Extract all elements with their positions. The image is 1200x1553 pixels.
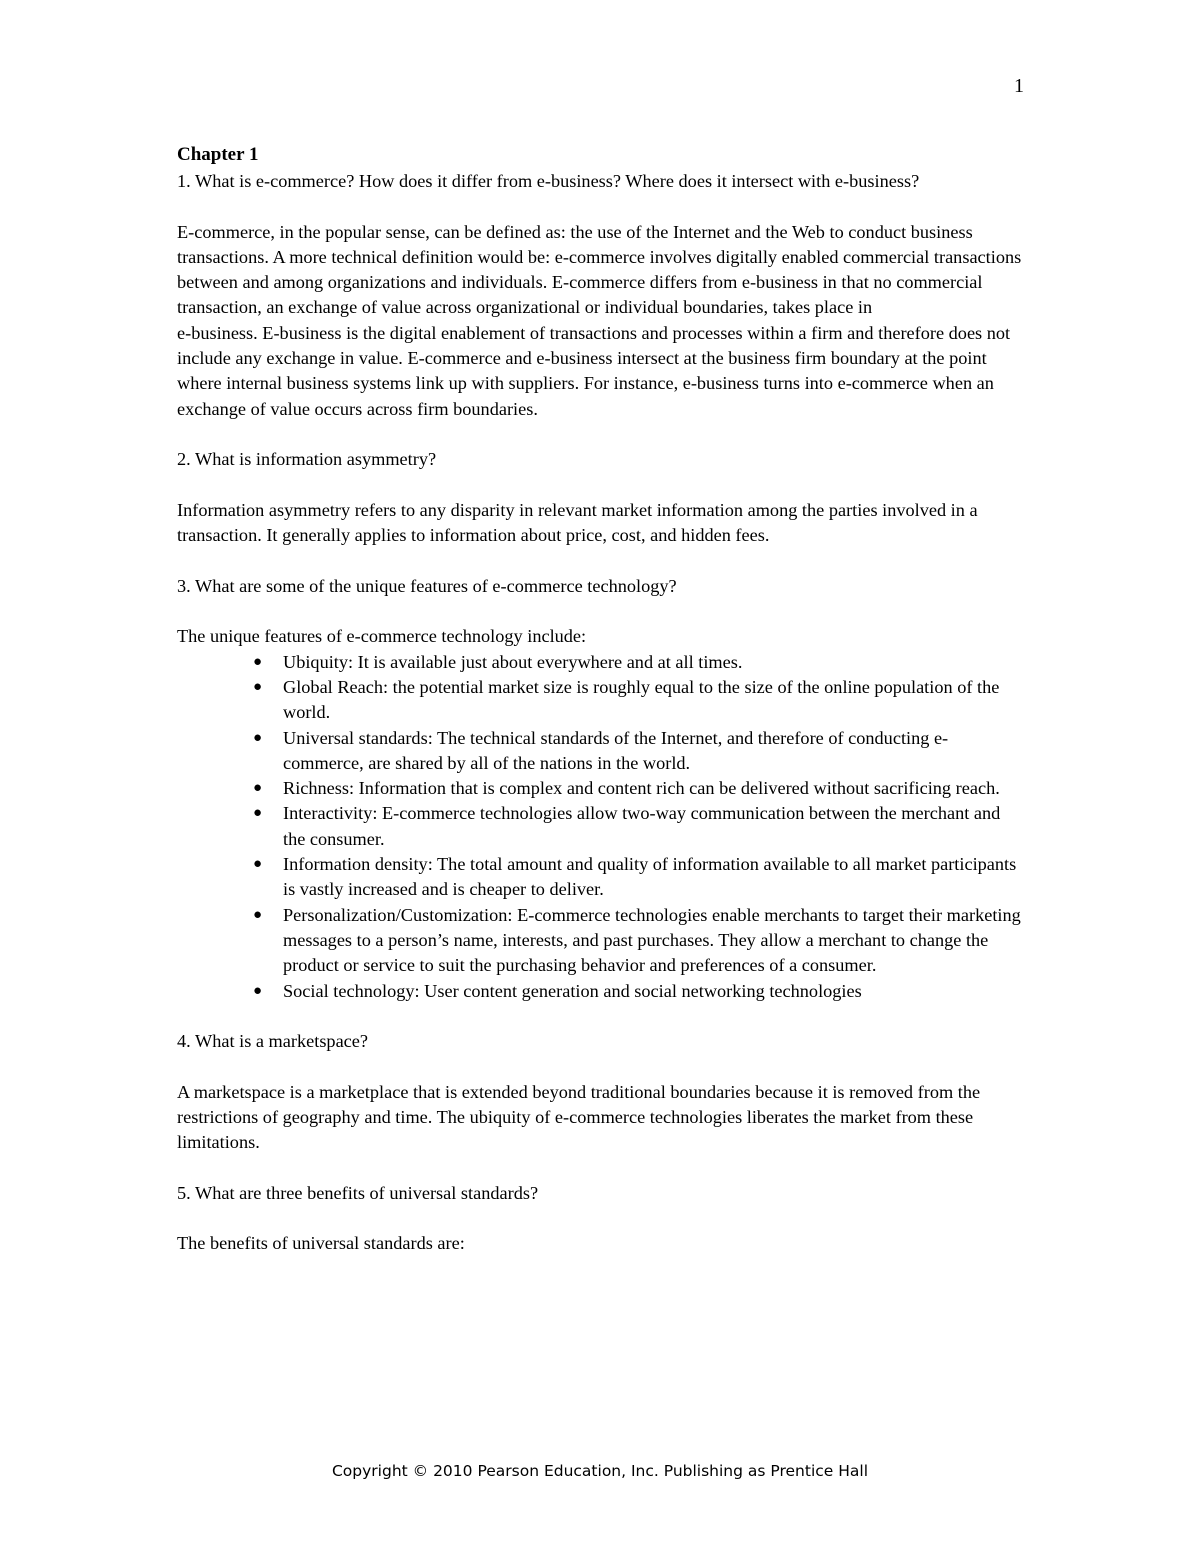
list-item: ● Interactivity: E-commerce technologies allow two-way communication between the merchant and the consumer. [253,803,1001,849]
bullet-icon: ● [253,678,263,695]
bullet-icon: ● [253,856,263,873]
answer-1-part-1: E-commerce, in the popular sense, can be defined as: the use of the Internet and the Web to conduct business transactions. A more technical definition would be: e-commerce involves digitally enabled commercial transactions between and among organizations and individuals. E-commerce differs from e-business in that no commercial transaction, an exchange of value across organizational or individual boundaries, takes place in [177,221,1022,318]
chapter-title: Chapter 1 [177,144,259,165]
answer-3-intro: The unique features of e-commerce technology include: [177,626,587,647]
answer-5-intro: The benefits of universal standards are: [177,1233,465,1254]
bullet-icon: ● [253,780,263,797]
copyright-footer: Copyright © 2010 Pearson Education, Inc. Publishing as Prentice Hall [331,1462,868,1480]
question-3: 3. What are some of the unique features of e-commerce technology? [177,575,677,596]
question-2: 2. What is information asymmetry? [177,449,437,470]
feature-list [177,650,1027,1004]
bullet-icon: ● [253,653,263,670]
list-item: ● Ubiquity: It is available just about everywhere and at all times. [283,650,1027,675]
list-item: ● Global Reach: the potential market size is roughly equal to the size of the online population of the world. [253,676,1000,723]
bullet-icon: ● [253,906,263,923]
answer-2: Information asymmetry refers to any disparity in relevant market information among the parties involved in a transaction. It generally applies to information about price, cost, and hidden fees. [177,499,978,546]
list-item: ● Social technology: User content generation and social networking technologies [283,979,1027,1004]
answer-1 [177,220,1027,422]
list-item: ● Personalization/Customization: E-commerce technologies enable merchants to target their marketing messages to a person’s name, interests, and past purchases. They allow a merchant to change the product or service to suit the purchasing behavior and preferences of a consumer. [253,904,1021,976]
question-5: 5. What are three benefits of universal standards? [177,1182,539,1203]
question-4: 4. What is a marketspace? [177,1031,369,1052]
document-body [177,141,1027,1257]
list-item: ● Richness: Information that is complex and content rich can be delivered without sacrificing reach. [283,776,1027,801]
question-1: 1. What is e-commerce? How does it differ from e-business? Where does it intersect with e-business? [177,171,920,191]
answer-1-part-2: e-business. E-business is the digital enablement of transactions and processes within a firm and therefore does not include any exchange in value. E-commerce and e-business intersect at the business firm boundary at the point where internal business systems link up with suppliers. For instance, e-business turns into e-commerce when an exchange of value occurs across firm boundaries. [177,322,1011,419]
page-number: 1 [1014,75,1024,97]
bullet-icon: ● [253,729,263,746]
bullet-icon: ● [253,805,263,822]
list-item: ● Information density: The total amount and quality of information available to all market participants is vastly increased and is cheaper to deliver. [253,854,1017,900]
answer-4: A marketspace is a marketplace that is extended beyond traditional boundaries because it is removed from the restrictions of geography and time. The ubiquity of e-commerce technologies liberates the market from these limitations. [177,1081,981,1153]
list-item: ● Universal standards: The technical standards of the Internet, and therefore of conducting e-commerce, are shared by all of the nations in the world. [253,727,949,773]
bullet-icon: ● [253,982,263,999]
